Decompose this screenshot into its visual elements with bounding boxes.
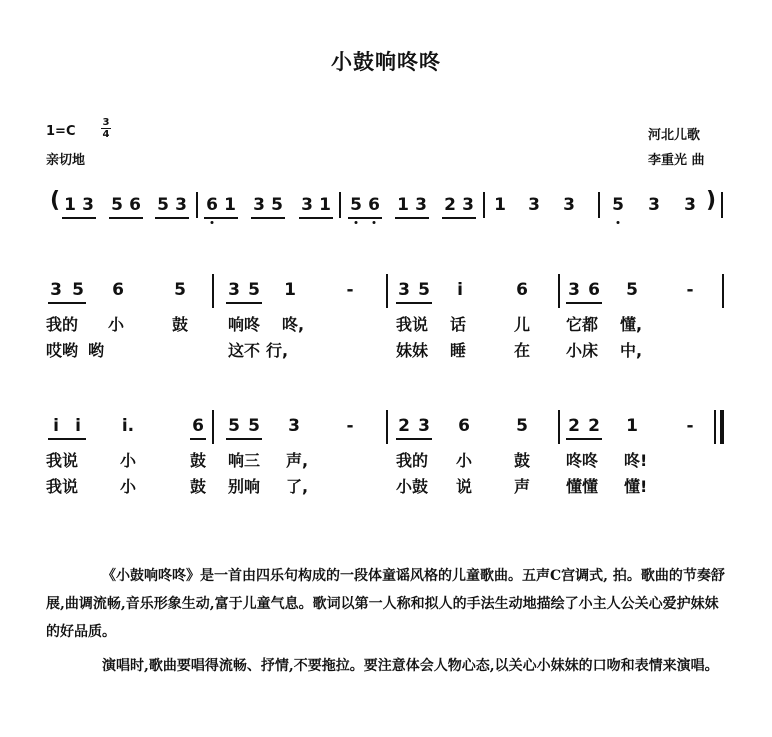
note: 3 (82, 195, 94, 215)
note: 5 (271, 195, 283, 215)
note: 5 (350, 195, 362, 215)
tempo-marking: 亲切地 (46, 153, 86, 168)
note: 1 (64, 195, 76, 215)
lyric: 声, (286, 451, 309, 470)
lyric: 说 (456, 477, 473, 496)
lyric: 别响 (228, 477, 261, 496)
note: i (53, 416, 59, 436)
note: 5 (248, 416, 260, 436)
note: 2 (568, 416, 580, 436)
note: 1 (397, 195, 409, 215)
lyric: 鼓 (172, 315, 189, 334)
lyric: 鼓 (190, 451, 207, 470)
note: 3 (462, 195, 474, 215)
note: 6 (112, 280, 124, 300)
lyric: 懂, (620, 315, 643, 334)
note: 1 (224, 195, 236, 215)
note: 3 (563, 195, 575, 215)
note: 3 (175, 195, 187, 215)
note: 3 (301, 195, 313, 215)
description-paragraph-2: 演唱时,歌曲要唱得流畅、抒情,不要拖拉。要注意体会人物心态,以关心小妹妹的口吻和表情来演唱。 (102, 658, 719, 674)
lyric: 话 (450, 315, 467, 334)
note: 5 (516, 416, 528, 436)
lyric: 小床 (566, 341, 599, 360)
note: - (686, 280, 694, 300)
note: 6 (192, 416, 204, 436)
note: - (346, 416, 354, 436)
note: 3 (528, 195, 540, 215)
lyric: 哟 (88, 341, 105, 360)
note: 6 (588, 280, 600, 300)
lyric: 小鼓 (396, 477, 429, 496)
note: 6 (206, 195, 218, 215)
note: 6 (368, 195, 380, 215)
lyric: 声 (514, 477, 531, 496)
note: 1 (626, 416, 638, 436)
note: 2 (588, 416, 600, 436)
close-paren: ) (706, 188, 717, 213)
lyric: 小 (120, 451, 137, 470)
note: 1 (319, 195, 331, 215)
lyric: 小 (108, 315, 125, 334)
note: 2 (444, 195, 456, 215)
lyric: 咚咚 (566, 451, 599, 470)
lyric: 懂! (624, 477, 648, 496)
lyric: 了, (286, 477, 309, 496)
composer-credit: 李重光 曲 (648, 153, 705, 168)
note: 5 (72, 280, 84, 300)
note: 6 (516, 280, 528, 300)
time-numerator: 3 (102, 117, 110, 128)
lyric: 在 (514, 341, 531, 360)
lyric: 小 (120, 477, 137, 496)
note: 3 (50, 280, 62, 300)
note: 3 (648, 195, 660, 215)
note: - (346, 280, 354, 300)
note: 5 (228, 416, 240, 436)
lyric: 哎哟 (46, 341, 79, 360)
lyric: 它都 (566, 315, 599, 334)
note: i (457, 280, 463, 300)
intro-line (0, 190, 772, 230)
key-signature: 1=C (46, 124, 76, 139)
lyric: 行, (266, 341, 289, 360)
note: - (686, 416, 694, 436)
note: 5 (111, 195, 123, 215)
note: 3 (288, 416, 300, 436)
lyric: 咚! (624, 451, 648, 470)
note: 3 (418, 416, 430, 436)
description-paragraph-1: 《小鼓响咚咚》是一首由四乐句构成的一段体童谣风格的儿童歌曲。五声C宫调式, 拍。歌曲的节奏舒展,曲调流畅,音乐形象生动,富于儿童气息。歌词以第一人称和拟人的手法生动地描绘了小主人公关心爱护妹妹的好品质。 (46, 568, 725, 640)
lyric: 中, (620, 341, 643, 360)
time-denominator: 4 (102, 129, 110, 140)
note: 5 (612, 195, 624, 215)
note: i. (121, 416, 135, 436)
note: 1 (494, 195, 506, 215)
open-paren: ( (50, 188, 61, 213)
lyric: 咚, (282, 315, 305, 334)
note: 2 (398, 416, 410, 436)
note: 5 (248, 280, 260, 300)
melody-line-2 (0, 408, 772, 498)
note: 6 (458, 416, 470, 436)
note: 5 (174, 280, 186, 300)
note: i (75, 416, 81, 436)
lyric: 鼓 (190, 477, 207, 496)
lyric: 鼓 (514, 451, 531, 470)
note: 3 (684, 195, 696, 215)
lyric: 小 (456, 451, 473, 470)
note: 5 (157, 195, 169, 215)
time-signature (100, 117, 112, 140)
song-title: 小鼓响咚咚 (331, 50, 441, 74)
lyric: 我的 (46, 315, 79, 334)
note: 5 (418, 280, 430, 300)
note: 3 (415, 195, 427, 215)
lyric: 响咚 (228, 315, 261, 334)
lyric: 妹妹 (396, 341, 429, 360)
melody-line-1 (0, 272, 772, 362)
lyric: 这不 (228, 341, 261, 360)
lyric: 睡 (450, 341, 467, 360)
note: 3 (253, 195, 265, 215)
note: 5 (626, 280, 638, 300)
note: 3 (228, 280, 240, 300)
lyric: 响三 (228, 451, 261, 470)
lyric: 我说 (46, 451, 79, 470)
lyric: 我说 (396, 315, 429, 334)
note: 6 (129, 195, 141, 215)
lyric: 懂懂 (566, 477, 599, 496)
lyric-credit: 河北儿歌 (648, 128, 701, 143)
lyric: 我的 (396, 451, 429, 470)
lyric: 我说 (46, 477, 79, 496)
lyric: 儿 (514, 315, 531, 334)
note: 3 (398, 280, 410, 300)
note: 1 (284, 280, 296, 300)
note: 3 (568, 280, 580, 300)
